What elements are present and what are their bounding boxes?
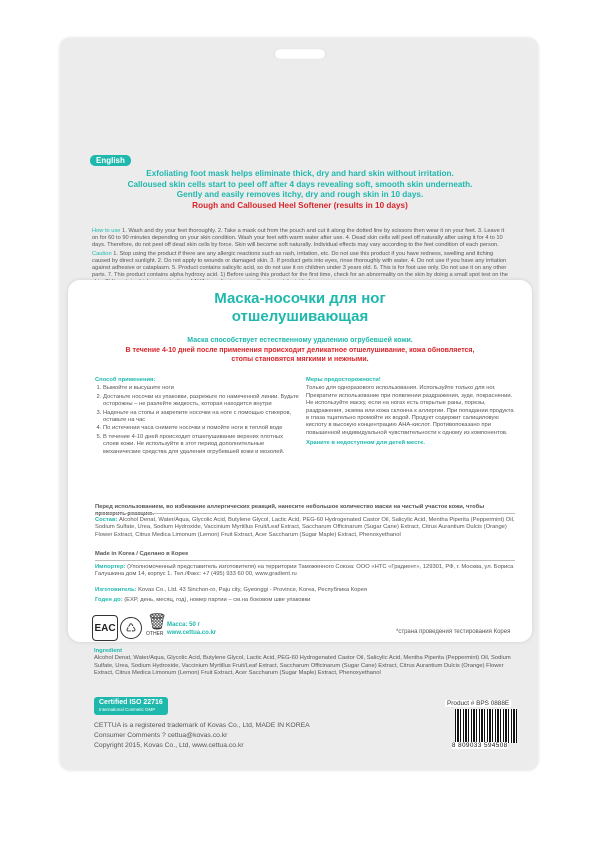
test-note: Перед использованием, во избежание аллергических реакций, нанесите небольшое количество маски на чистый участок кожи, чтобы проверить реакцию. [95,504,485,518]
caution-column [306,377,516,448]
website: www.cettua.co.kr [167,630,217,636]
divider [95,560,515,561]
method-label: Способ применения: [95,377,156,383]
recycle-icon: ♺ [120,617,142,639]
expiry [95,597,515,604]
howto-label: How to use [92,228,121,234]
method-step: 4. По истечении часа снимите носочки и помойте ноги в теплой воде [103,425,300,432]
ingredient-label: Ingredient [94,648,123,654]
method-list [95,385,300,456]
importer-text: (Уполномоченный представитель изготовителя) на территории Таможенного Союза: ООО «НТС «Градиент», 129301, РФ, г. Москва, ул. Бориса Галушкина дом 14, корпус 1. Тел./Факс: +7 (495) 933 60 00, www.gradient.ru [95,564,514,578]
caution-label: Caution [92,250,112,257]
testing-country-note: *страна проведения тестирования Корея [396,629,511,635]
russian-title-1: Маска-носочки для ног [214,290,386,307]
maker-label: Изготовитель: [95,587,137,593]
ingredient-text: Alcohol Denat, Water/Aqua, Glycolic Acid, Butylene Glycol, Lactic Acid, PEG-60 Hydrogenated Castor Oil, Salicylic Acid, Mentha Piperita (Peppermint) Oil, Sodium Sulfate, Urea, Sodium Hydroxide, Vaccinium Myrtillus Fruit/Leaf Extract, Saccharum Officinarum (Sugar Cane) Extract, Citrus Aurantium Dulcis (Orange) Flower Extract, Citrus Medica Limonum (Lemon) Fruit Extract, Acer Saccharum (Sugar Maple) Extract, Phenoxyethanol [94,655,511,676]
importer-label: Импортер: [95,564,126,570]
consumer-contact: Consumer Comments ? cettua@kovas.co.kr [94,732,228,739]
importer [95,564,515,579]
ru-caution-label: Меры предосторожности! [306,377,381,383]
english-headline-2: Calloused skin cells start to peel off after 4 days revealing soft, smooth skin underneath. [127,179,473,189]
english-headline [90,169,510,211]
english-headline-1: Exfoliating foot mask helps eliminate thick, dry and hard skin without irritation. [146,169,454,178]
iso-certification-badge [94,697,168,715]
maker [95,587,515,594]
divider [95,513,515,514]
english-badge: English [90,155,131,166]
mass-value: Масса: 50 г [167,622,200,628]
barcode-icon [455,709,517,743]
method-step: 1. Вымойте и высушите ноги [103,385,300,392]
cert-line-1: Certified ISO 22716 [99,699,163,706]
eac-mark-icon: EAC [92,615,118,641]
barcode-number: 8 809033 594508 [452,742,508,749]
trademark-text: CETTUA is a registered trademark of Kovas Co., Ltd, MADE IN KOREA [94,722,310,729]
caution-text: 1. Stop using the product if there are any allergic reactions such as rash, irritation, etc. Do not use this product if you have redness, swelling and itching caused by direct sunlight. 2. Do not apply to wounds or damaged skin. 3. If product gets into eyes, rinse thoroughly with water. 4. Do not use if you have any irritation against adhesive or cataplasm. 5. Product contains salicylic acid, so do not use it on children under 3 years old. 6. This is for foot use only. Do not use it on any other parts. 7. This product contains alpha hydroxy acid. 1) Before using this product for the first time, check for an abnormality on the skin by doing a small spot test on the [92,250,508,279]
english-headline-4: Rough and Calloused Heel Softener (results in 10 days) [192,200,408,210]
english-headline-3: Gently and easily removes itchy, dry and rough skin in 10 days. [176,190,424,200]
composition [95,517,515,539]
method-step: 2. Достаньте носочки из упаковки, разрежьте по намеченной линии. Будьте осторожны – не разлейте жидкость, которая находится внутри [103,394,300,409]
russian-sub-3: стопы становятся мягкими и нежными. [231,356,369,363]
russian-title-2: отшелушивающая [231,308,369,325]
ru-caution-text: Только для одноразового использования. Используйте только для ног. Прекратите использование при появлении раздражения, зуде, покраснении. Не используйте маску, если на ногах есть открытые раны, порезы, раздражения, экзема или кожа склонна к аллергии. При попадании продукта в глаза тщательно промойте их водой. Продукт содержит салициловую кислоту в высокую концентрацию AHA-кислот. Противопоказано при повышенной индивидуальной чувствительности к одному из компонентов. [306,385,514,436]
composition-label: Состав: [95,517,118,523]
english-instructions [92,228,512,288]
trash-bin-icon: 🗑 [147,614,168,631]
made-in: Made in Korea / Сделано в Корее [95,551,189,557]
russian-title [68,290,532,326]
product-number: Product # BPS 0888E [447,700,510,707]
storage-note: Храните в недоступном для детей месте. [306,440,425,447]
hang-hole [274,48,326,60]
russian-subtitle [90,336,510,365]
expiry-text: (EXP, день, месяц, год), номер партии – см.на боковом шве упаковки [122,597,311,603]
other-label: OTHER [146,631,164,637]
mass-info [167,621,216,637]
cert-line-2: International Cosmetic GMP [99,707,156,712]
maker-text: Kovas Co., Ltd. 43 Sinchon-ro, Paju city, Gyeonggi - Province, Korea, Республика Корея [136,587,367,593]
method-column [95,377,300,457]
ingredient-block [94,648,514,677]
method-step: 3. Наденьте на стопы и закрепите носочки на ноге с помощью стикеров, оставьте на час [103,410,300,425]
howto-text: 1. Wash and dry your feet thoroughly. 2. Take a mask out from the pouch and cut it along the dotted line by scissors then wear it on your feet. 3. Leave it on for 60 to 90 minutes depending on your skin condition. Wash your feet with warm water after use. 4. Dead skin cells will peel off naturally after using it for 4 to 10 days. Therefore, do not peel off dead skin cells by force. Skin will become soft naturally. Individual effects may vary according to the feet condition of each person. [92,228,505,249]
copyright-text: Copyright 2015, Kovas Co., Ltd, www.cettua.co.kr [94,742,244,749]
expiry-label: Годен до: [95,597,123,603]
russian-sub-2: В течение 4-10 дней после применения происходит деликатное отшелушивание, кожа обновляется, [125,346,475,354]
russian-sub-1: Маска способствует естественному удалению огрубевшей кожи. [187,337,413,344]
composition-text: Alcohol Denat, Water/Aqua, Glycolic Acid, Butylene Glycol, Lactic Acid, PEG-60 Hydrogenated Castor Oil, Salicylic Acid, Mentha Piperita (Peppermint) Oil, Sodium Sulfate, Urea, Sodium Hydroxide, Vaccinium Myrtillus Fruit/Leaf Extract, Saccharum Officinarum (Sugar Cane) Extract, Citrus Aurantium Dulcis (Orange) Flower Extract, Citrus Medica Limonum (Lemon) Fruit Extract, Acer Saccharum (Sugar Maple) Extract, Phenoxyethanol [95,517,515,538]
method-step: 5. В течение 4-10 дней происходит отшелушивание верхних плотных слоев кожи. Не используйте в этот период дополнительные механические средства для удаления огрубевшей кожи и мозолей. [103,434,300,456]
